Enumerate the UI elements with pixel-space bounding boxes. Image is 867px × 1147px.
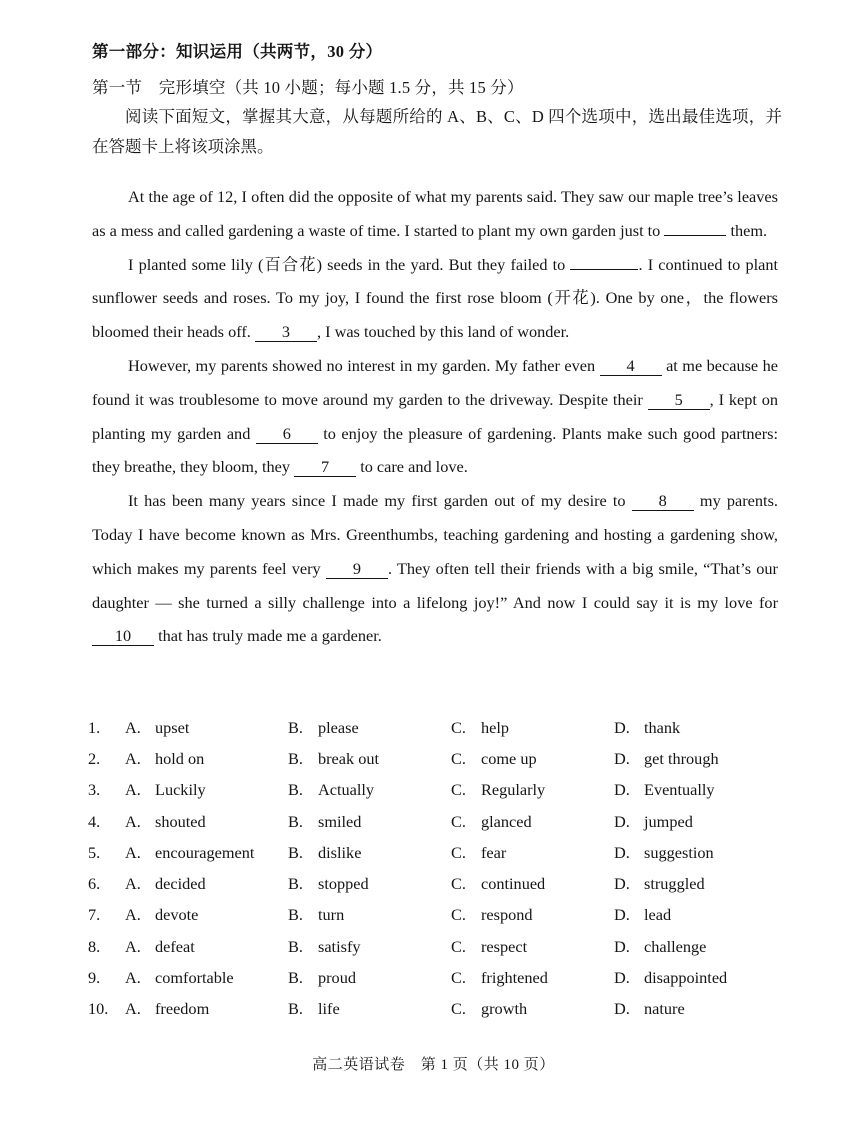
- option-text: proud: [318, 968, 356, 988]
- option-a[interactable]: [125, 718, 288, 738]
- option-letter: C.: [451, 780, 466, 800]
- question-number: 10.: [88, 999, 109, 1019]
- question-number: 7.: [88, 905, 101, 925]
- option-text: fear: [481, 842, 507, 862]
- option-b[interactable]: [288, 780, 451, 800]
- option-text: upset: [155, 717, 190, 737]
- answer-options: [88, 712, 788, 1025]
- option-text: respond: [481, 905, 533, 925]
- option-text: frightened: [481, 968, 548, 988]
- option-letter: A.: [125, 811, 141, 831]
- blank-1: [664, 235, 726, 236]
- question-number: 6.: [88, 874, 101, 894]
- option-letter: A.: [125, 748, 141, 768]
- passage-text: to care and love.: [360, 457, 468, 477]
- passage-text: . I continued to plant sunflower seeds and roses. To my joy, I found the first rose bloom (开花). One by one，the flowers bloomed their heads off.: [92, 254, 778, 342]
- option-d[interactable]: [614, 905, 784, 925]
- option-a[interactable]: [125, 968, 288, 988]
- option-letter: C.: [451, 905, 466, 925]
- option-c[interactable]: [451, 718, 614, 738]
- option-b[interactable]: [288, 937, 451, 957]
- option-letter: A.: [125, 780, 141, 800]
- option-letter: B.: [288, 905, 303, 925]
- passage-text: my parents. Today I have become known as Mrs. Greenthumbs, teaching gardening and hosting a gardening show, which makes my parents feel very: [92, 491, 778, 578]
- option-letter: D.: [614, 748, 630, 768]
- option-c[interactable]: [451, 812, 614, 832]
- option-a[interactable]: [125, 780, 288, 800]
- option-letter: D.: [614, 874, 630, 894]
- option-text: turn: [318, 905, 345, 925]
- option-text: shouted: [155, 811, 206, 831]
- paragraph-1: [92, 180, 778, 248]
- option-letter: B.: [288, 842, 303, 862]
- option-text: Luckily: [155, 780, 206, 800]
- option-d[interactable]: [614, 999, 784, 1019]
- option-text: nature: [644, 999, 685, 1019]
- option-d[interactable]: [614, 718, 784, 738]
- option-b[interactable]: [288, 843, 451, 863]
- option-text: life: [318, 999, 340, 1019]
- question-row: [88, 837, 788, 868]
- option-letter: C.: [451, 717, 466, 737]
- option-d[interactable]: [614, 874, 784, 894]
- option-letter: A.: [125, 968, 141, 988]
- option-b[interactable]: [288, 718, 451, 738]
- page-footer: 高二英语试卷 第 1 页（共 10 页）: [312, 1057, 555, 1073]
- option-text: satisfy: [318, 936, 361, 956]
- option-text: dislike: [318, 842, 362, 862]
- question-row: [88, 743, 788, 774]
- option-text: Actually: [318, 780, 375, 800]
- blank-7: 7: [294, 458, 356, 477]
- option-letter: C.: [451, 936, 466, 956]
- option-letter: B.: [288, 717, 303, 737]
- option-text: suggestion: [644, 842, 714, 862]
- option-letter: A.: [125, 999, 141, 1019]
- question-number: 8.: [88, 936, 101, 956]
- option-a[interactable]: [125, 843, 288, 863]
- option-letter: D.: [614, 999, 630, 1019]
- question-number: 1.: [88, 717, 101, 737]
- option-letter: B.: [288, 999, 303, 1019]
- option-text: struggled: [644, 874, 705, 894]
- option-b[interactable]: [288, 749, 451, 769]
- option-b[interactable]: [288, 905, 451, 925]
- option-text: smiled: [318, 811, 362, 831]
- option-a[interactable]: [125, 749, 288, 769]
- part-title: 第一部分：知识运用（共两节，30 分）: [92, 42, 383, 61]
- option-d[interactable]: [614, 968, 784, 988]
- option-c[interactable]: [451, 874, 614, 894]
- question-row: [88, 994, 788, 1025]
- option-letter: C.: [451, 999, 466, 1019]
- question-row: [88, 806, 788, 837]
- option-text: break out: [318, 748, 380, 768]
- blank-9: 9: [326, 560, 388, 579]
- option-letter: C.: [451, 748, 466, 768]
- question-row: [88, 868, 788, 899]
- option-letter: B.: [288, 780, 303, 800]
- option-letter: C.: [451, 968, 466, 988]
- option-b[interactable]: [288, 968, 451, 988]
- option-c[interactable]: [451, 968, 614, 988]
- question-row: [88, 962, 788, 993]
- passage-text: at me because he found it was troublesome to move around my garden to the driveway. Despite their: [92, 355, 778, 409]
- blank-4: 4: [600, 357, 662, 376]
- option-d[interactable]: [614, 812, 784, 832]
- option-letter: D.: [614, 780, 630, 800]
- paragraph-2: [92, 248, 778, 349]
- option-text: lead: [644, 905, 672, 925]
- passage-text: , I was touched by this land of wonder.: [316, 322, 570, 342]
- option-text: disappointed: [644, 968, 728, 988]
- option-text: defeat: [155, 936, 195, 956]
- blank-2: [570, 269, 638, 270]
- blank-8: 8: [632, 492, 694, 511]
- option-letter: D.: [614, 968, 630, 988]
- question-row: [88, 900, 788, 931]
- option-a[interactable]: [125, 937, 288, 957]
- option-d[interactable]: [614, 937, 784, 957]
- option-text: jumped: [644, 811, 693, 831]
- blank-10: 10: [92, 627, 154, 646]
- paragraph-3: [92, 349, 778, 484]
- option-c[interactable]: [451, 999, 614, 1019]
- option-letter: A.: [125, 936, 141, 956]
- passage-text: At the age of 12, I often did the opposite of what my parents said. They saw our maple tree’s leaves as a mess and called gardening a waste of time. I started to plant my own garden just to: [92, 187, 778, 240]
- option-text: stopped: [318, 874, 369, 894]
- question-number: 4.: [88, 811, 101, 831]
- option-letter: C.: [451, 842, 466, 862]
- option-a[interactable]: [125, 812, 288, 832]
- option-b[interactable]: [288, 812, 451, 832]
- option-letter: D.: [614, 936, 630, 956]
- option-letter: B.: [288, 936, 303, 956]
- question-number: 2.: [88, 748, 101, 768]
- option-a[interactable]: [125, 905, 288, 925]
- question-number: 9.: [88, 968, 101, 988]
- option-a[interactable]: [125, 874, 288, 894]
- option-letter: C.: [451, 874, 466, 894]
- option-text: thank: [644, 717, 681, 737]
- option-text: comfortable: [155, 968, 234, 988]
- option-letter: B.: [288, 874, 303, 894]
- option-d[interactable]: [614, 843, 784, 863]
- option-c[interactable]: [451, 843, 614, 863]
- passage-text: . They often tell their friends with a big smile, “That’s our daughter — she turned a silly challenge into a lifelong joy!” And now I could say it is my love for: [92, 558, 778, 612]
- option-letter: B.: [288, 968, 303, 988]
- option-text: freedom: [155, 999, 210, 1019]
- option-letter: B.: [288, 811, 303, 831]
- option-text: respect: [481, 936, 528, 956]
- option-letter: D.: [614, 905, 630, 925]
- passage-text: them.: [730, 220, 768, 240]
- option-text: decided: [155, 874, 206, 894]
- blank-5: 5: [648, 391, 710, 410]
- option-a[interactable]: [125, 999, 288, 1019]
- option-letter: A.: [125, 842, 141, 862]
- option-letter: D.: [614, 717, 630, 737]
- cloze-passage: [92, 180, 778, 653]
- option-text: come up: [481, 748, 537, 768]
- blank-6: 6: [256, 425, 318, 444]
- option-b[interactable]: [288, 874, 451, 894]
- option-c[interactable]: [451, 780, 614, 800]
- instructions: 阅读下面短文，掌握其大意，从每题所给的 A、B、C、D 四个选项中，选出最佳选项，并在答题卡上将该项涂黑。: [92, 107, 782, 156]
- passage-text: , I kept on planting my garden and: [92, 389, 778, 443]
- question-row: [88, 712, 788, 743]
- option-text: Eventually: [644, 780, 715, 800]
- option-c[interactable]: [451, 905, 614, 925]
- option-letter: A.: [125, 717, 141, 737]
- question-number: 5.: [88, 842, 101, 862]
- option-letter: A.: [125, 874, 141, 894]
- option-text: growth: [481, 999, 528, 1019]
- option-c[interactable]: [451, 749, 614, 769]
- option-letter: A.: [125, 905, 141, 925]
- option-text: get through: [644, 748, 719, 768]
- option-d[interactable]: [614, 749, 784, 769]
- question-row: [88, 775, 788, 806]
- option-text: encouragement: [155, 842, 255, 862]
- option-d[interactable]: [614, 780, 784, 800]
- passage-text: to enjoy the pleasure of gardening. Plants make such good partners: they breathe, they bloom, they: [92, 423, 778, 477]
- option-text: help: [481, 717, 510, 737]
- option-text: hold on: [155, 748, 205, 768]
- option-text: continued: [481, 874, 546, 894]
- option-text: challenge: [644, 936, 707, 956]
- blank-3: 3: [255, 323, 317, 342]
- option-c[interactable]: [451, 937, 614, 957]
- option-text: glanced: [481, 811, 532, 831]
- question-number: 3.: [88, 780, 101, 800]
- passage-text: It has been many years since I made my first garden out of my desire to: [128, 491, 626, 511]
- option-letter: D.: [614, 842, 630, 862]
- passage-text: However, my parents showed no interest in my garden. My father even: [128, 355, 596, 375]
- passage-text: I planted some lily (百合花) seeds in the yard. But they failed to: [128, 254, 566, 274]
- option-letter: B.: [288, 748, 303, 768]
- option-b[interactable]: [288, 999, 451, 1019]
- option-text: devote: [155, 905, 199, 925]
- paragraph-4: [92, 484, 778, 653]
- option-letter: C.: [451, 811, 466, 831]
- option-text: please: [318, 717, 359, 737]
- option-text: Regularly: [481, 780, 546, 800]
- question-row: [88, 931, 788, 962]
- section-title: 第一节 完形填空（共 10 小题；每小题 1.5 分，共 15 分）: [92, 78, 524, 97]
- option-letter: D.: [614, 811, 630, 831]
- passage-text: that has truly made me a gardener.: [158, 626, 382, 646]
